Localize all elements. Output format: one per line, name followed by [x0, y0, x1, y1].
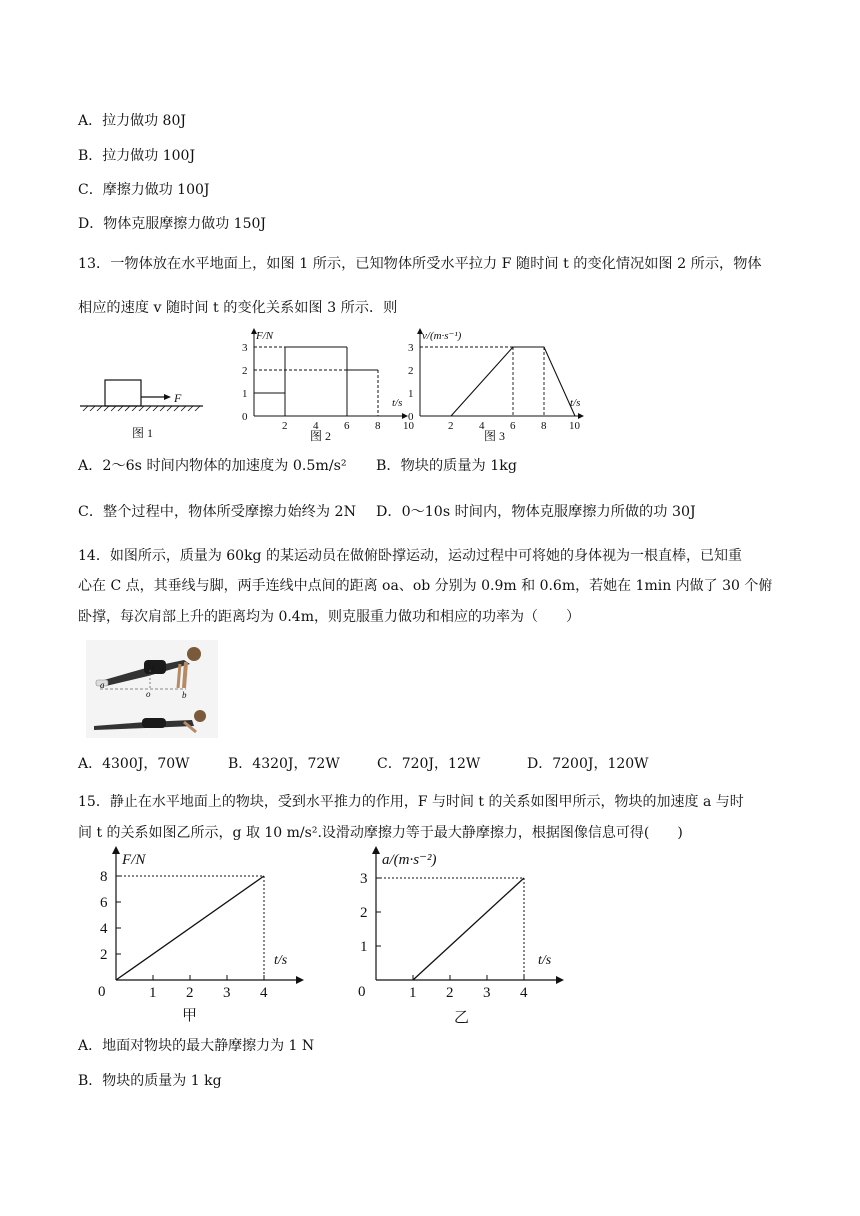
x-tick-label: 4 — [260, 985, 268, 1001]
q15-option-a: A．地面对物块的最大静摩擦力为 1 N — [78, 1038, 315, 1054]
figure-3-label: 图 3 — [484, 429, 506, 443]
q13-figure-3 — [398, 326, 593, 444]
x-axis-label: t/s — [538, 953, 552, 968]
q13-option-d: D．0～10s 时间内，物体克服摩擦力所做的功 30J — [376, 504, 696, 520]
q14-stem-line3: 卧撑，每次肩部上升的距离均为 0.4m，则克服重力做功和相应的功率为（ ） — [78, 609, 580, 625]
y-tick-label: 2 — [242, 365, 248, 377]
x-tick-label: 8 — [541, 420, 547, 432]
x-axis-arrowhead — [556, 976, 564, 984]
q13-figure-1 — [80, 370, 210, 442]
q15-stem-line2: 间 t 的关系如图乙所示，g 取 10 m/s².设滑动摩擦力等于最大静摩擦力，根据图像信息可得( ) — [78, 825, 683, 841]
x-tick-label: 1 — [409, 985, 417, 1001]
q13-figure-2 — [232, 326, 412, 444]
y-tick-label: 2 — [408, 365, 414, 377]
label-o: o — [146, 689, 151, 699]
x-tick-label: 2 — [448, 420, 454, 432]
label-c: c — [152, 663, 156, 672]
x-tick-label: 2 — [282, 420, 288, 432]
x-tick-label: 10 — [403, 420, 414, 432]
label-a: a — [100, 680, 105, 690]
x-axis-label: t/s — [392, 397, 403, 409]
q13-option-b: B．物块的质量为 1kg — [376, 458, 517, 474]
y-axis-label: F/N — [122, 852, 146, 868]
x-axis-label: t/s — [570, 397, 581, 409]
y-axis-arrowhead — [112, 846, 120, 854]
q13-option-c: C．整个过程中，物体所受摩擦力始终为 2N — [78, 504, 356, 520]
figure-yi-label: 乙 — [454, 1010, 470, 1026]
y-tick-label: 0 — [242, 411, 248, 423]
y-tick-label: 3 — [408, 342, 414, 354]
x-tick-label: 3 — [483, 985, 491, 1001]
x-tick-label: 1 — [149, 985, 157, 1001]
y-tick-label: 1 — [408, 388, 414, 400]
y-tick-label: 2 — [360, 905, 368, 921]
ground-hatch — [83, 406, 200, 411]
y-axis-arrowhead — [372, 846, 380, 854]
q14-option-c: C．720J，12W — [377, 756, 481, 772]
pushup-photo — [86, 640, 218, 738]
y-axis-label: v/(m·s⁻¹) — [422, 330, 462, 342]
figure-jia-label: 甲 — [182, 1008, 198, 1024]
y-tick-label: 4 — [100, 921, 108, 937]
x-tick-label: 2 — [446, 985, 454, 1001]
q13-option-a: A．2～6s 时间内物体的加速度为 0.5m/s² — [78, 458, 347, 474]
force-label: F — [174, 391, 182, 405]
q12-option-c: C．摩擦力做功 100J — [78, 182, 210, 198]
y-axis-label: a/(m·s⁻²) — [382, 852, 437, 868]
x-tick-label: 4 — [313, 420, 319, 432]
q12-option-a: A．拉力做功 80J — [78, 113, 186, 129]
q15-stem-line1: 15．静止在水平地面上的物块，受到水平推力的作用，F 与时间 t 的关系如图甲所示，物块的加速度 a 与时 — [78, 794, 744, 810]
q14-stem-line2: 心在 C 点，其垂线与脚，两手连线中点间的距离 oa、ob 分别为 0.9m 和 0.6m，若她在 1min 内做了 30 个俯 — [78, 578, 773, 594]
q15-figure-jia — [92, 844, 312, 1034]
q14-option-a: A．4300J，70W — [78, 756, 190, 772]
x-tick-label: 6 — [510, 420, 516, 432]
x-tick-label: 4 — [520, 985, 528, 1001]
figure-1-label: 图 1 — [132, 426, 154, 440]
block — [105, 380, 141, 406]
q14-option-d: D．7200J，120W — [527, 756, 649, 772]
q15-option-b: B．物块的质量为 1 kg — [78, 1073, 222, 1089]
y-tick-label: 3 — [360, 871, 368, 887]
y-tick-label: 1 — [360, 939, 368, 955]
origin-label: 0 — [358, 984, 366, 1000]
q12-option-d: D．物体克服摩擦力做功 150J — [78, 216, 267, 232]
y-tick-label: 1 — [242, 388, 248, 400]
x-tick-label: 2 — [186, 985, 194, 1001]
data-line — [413, 878, 524, 980]
x-tick-label: 3 — [223, 985, 231, 1001]
label-b: b — [182, 690, 187, 700]
q14-option-b: B．4320J，72W — [228, 756, 340, 772]
y-tick-label: 2 — [100, 947, 108, 963]
y-tick-label: 0 — [408, 411, 414, 423]
q13-stem-line1: 13．一物体放在水平地面上，如图 1 所示，已知物体所受水平拉力 F 随时间 t 的变化情况如图 2 所示，物体 — [78, 256, 762, 272]
x-tick-label: 10 — [569, 420, 580, 432]
x-axis-arrowhead — [296, 976, 304, 984]
x-tick-label: 8 — [375, 420, 381, 432]
force-arrowhead — [164, 394, 171, 400]
q12-option-b: B．拉力做功 100J — [78, 148, 196, 164]
y-tick-label: 8 — [100, 869, 108, 885]
y-tick-label: 6 — [100, 895, 108, 911]
q14-stem-line1: 14．如图所示，质量为 60kg 的某运动员在做俯卧撑运动，运动过程中可将她的身体视为一根直棒，已知重 — [78, 548, 742, 564]
data-line — [116, 876, 264, 980]
q15-figure-yi — [352, 844, 572, 1034]
figure-2-label: 图 2 — [310, 429, 332, 443]
y-axis-label: F/N — [256, 330, 274, 342]
x-axis-arrowhead — [578, 413, 584, 419]
q13-stem-line2: 相应的速度 v 随时间 t 的变化关系如图 3 所示．则 — [78, 300, 398, 316]
x-tick-label: 6 — [344, 420, 350, 432]
x-tick-label: 4 — [479, 420, 485, 432]
y-tick-label: 3 — [242, 342, 248, 354]
origin-label: 0 — [98, 984, 106, 1000]
x-axis-label: t/s — [274, 953, 288, 968]
